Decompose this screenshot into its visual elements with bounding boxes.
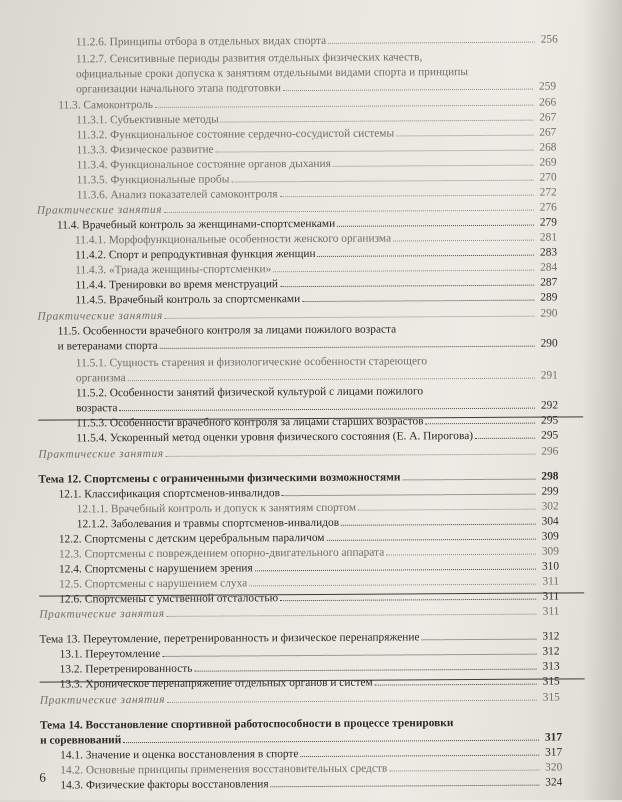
- toc-page-number: 292: [540, 399, 559, 412]
- toc-entry-line: [38, 444, 558, 461]
- toc-entry-title: [75, 277, 278, 292]
- toc-page-number: 296: [541, 445, 559, 458]
- dot-leader: [402, 479, 535, 481]
- toc-entry-text: Принципы отбора в отдельных видах спорта: [109, 34, 327, 49]
- toc-entry-text: Особенности врачебного контроля за лицами старших возрастов: [109, 415, 424, 430]
- toc-entry-title: [75, 247, 316, 262]
- toc-entry-text: Перетренированность: [85, 662, 193, 676]
- toc-entry-line: [75, 245, 557, 262]
- toc-entry-title: [59, 546, 384, 562]
- toc-entry-text: Врачебный контроль за женщинами-спортсменками: [82, 217, 336, 232]
- toc-entry-number: 11.5.: [57, 325, 80, 338]
- toc-entry-text: Спортсмены с нарушением зрения: [84, 562, 253, 576]
- toc-entry-text: и соревнований: [40, 734, 122, 747]
- toc-entry-title: [59, 576, 247, 591]
- toc-page-number: 256: [540, 33, 558, 46]
- toc-entry-text: Классификация спортсменов-инвалидов: [84, 487, 280, 501]
- dot-leader: [393, 240, 534, 242]
- toc-page-number: 290: [540, 337, 558, 350]
- toc-entry-text: Заболевания и травмы спортсменов-инвалидов: [110, 516, 340, 531]
- toc-page-number: 302: [541, 500, 559, 513]
- toc-entry-number: 12.1.: [58, 488, 82, 501]
- toc-page-number: 270: [539, 171, 557, 184]
- toc-entry-title: [37, 203, 162, 218]
- dot-leader: [164, 210, 534, 213]
- dot-leader: [155, 105, 533, 108]
- toc-page-number: 311: [542, 605, 560, 618]
- dot-leader: [318, 255, 535, 257]
- dot-leader: [386, 554, 536, 556]
- toc-entry-title: [60, 662, 193, 677]
- toc-entry-title: [38, 447, 163, 462]
- toc-entry-title: [59, 531, 325, 547]
- toc-entry-number: 11.4.4.: [75, 279, 107, 292]
- toc-entry-title: [37, 309, 162, 324]
- toc-entry-line: [76, 384, 423, 400]
- dot-leader: [302, 300, 534, 302]
- toc-entry-number: 11.3.5.: [76, 174, 108, 187]
- dot-leader: [475, 438, 535, 439]
- dot-leader: [273, 270, 534, 273]
- dot-leader: [231, 180, 533, 183]
- toc-page-number: 324: [545, 776, 563, 789]
- toc-page-number: 283: [539, 246, 558, 259]
- toc-entry-number: 11.3.1.: [76, 114, 108, 127]
- toc-entry-text: Переутомление: [85, 647, 161, 661]
- toc-entry-number: 11.4.5.: [75, 294, 107, 307]
- toc-entry-text: Хроническое перенапряжение отдельных органов и систем: [85, 676, 373, 691]
- dot-leader: [162, 654, 536, 657]
- toc-page-number: 269: [539, 156, 557, 169]
- toc-entry-text: Спортсмены с нарушением слуха: [84, 577, 248, 591]
- toc-topic-label: Тема 14.: [39, 719, 83, 732]
- toc-entry-title: [75, 292, 300, 307]
- toc-entry-text: Врачебный контроль за спортсменками: [109, 293, 301, 307]
- toc-entry-text: организации начального этапа подготовки: [76, 82, 281, 96]
- dot-leader: [337, 225, 534, 227]
- toc-page-number: 276: [539, 201, 557, 214]
- toc-entry-text: Сущность старения и физиологические особенности стареющего: [109, 355, 428, 370]
- toc-page-number: 267: [539, 111, 557, 124]
- toc-entry-text: Физическое развитие: [110, 143, 214, 157]
- toc-page-number: 289: [540, 291, 558, 304]
- toc-entry-title: [77, 187, 278, 202]
- toc-topic-label: Тема 13.: [39, 633, 81, 646]
- toc-entry-number: 14.2.: [60, 764, 84, 777]
- toc-entry-text: Особенности занятий физической культурой с лицами пожилого: [109, 385, 424, 400]
- toc-entry-number: 12.4.: [58, 563, 82, 576]
- toc-entry-line: [77, 155, 557, 172]
- toc-page-number: 315: [542, 691, 560, 704]
- dot-leader: [426, 423, 536, 425]
- toc-entry-text: Субъективные методы: [110, 113, 219, 127]
- dot-leader: [255, 569, 536, 572]
- toc-entry-title: [60, 747, 298, 762]
- dot-leader: [283, 89, 533, 92]
- toc-page-number: 281: [539, 231, 558, 244]
- toc-page-number: 290: [540, 307, 558, 320]
- toc-entry-number: 11.2.6.: [75, 36, 107, 49]
- toc-entry-line: [76, 354, 427, 370]
- toc-entry-number: 13.3.: [59, 678, 83, 691]
- toc-entry-number: 12.1.1.: [76, 503, 109, 516]
- toc-entry-number: 11.4.1.: [74, 234, 106, 247]
- toc-entry-title: [39, 630, 419, 646]
- dot-leader: [166, 454, 536, 457]
- toc-entry-title: [60, 676, 373, 692]
- toc-entry-title: [76, 126, 394, 142]
- toc-entry-number: 12.3.: [58, 548, 82, 561]
- toc-entry-number: 13.2.: [59, 663, 83, 676]
- toc-entry-line: [77, 185, 557, 202]
- toc-entry-title: [77, 157, 331, 173]
- toc-entry-text: Анализ показателей самоконтроля: [110, 188, 278, 202]
- toc-entry-number: 11.3.6.: [76, 189, 108, 202]
- toc-entry-line: [39, 604, 559, 621]
- toc-page-number: 279: [539, 216, 557, 229]
- page-number: 6: [39, 769, 46, 785]
- toc-entry-text: «Триада женщины-спортсменки»: [108, 263, 272, 277]
- toc-entry-title: [57, 217, 335, 233]
- toc-entry-line: [37, 306, 557, 323]
- toc-page-number: 304: [541, 515, 559, 528]
- toc-entry-number: 11.3.2.: [76, 129, 108, 142]
- toc-entry-title: [76, 113, 219, 128]
- toc-entry-text: официальные сроки допуска к занятиям отдельными видами спорта и принципы: [75, 66, 469, 81]
- dot-leader: [341, 524, 536, 526]
- toc-page-number: 317: [545, 746, 563, 759]
- toc-entry-text: Особенности врачебного контроля за лицами пожилого возраста: [82, 323, 397, 338]
- toc-entry-number: 11.5.3.: [76, 417, 108, 430]
- toc-entry-text: Практические занятия: [38, 447, 164, 461]
- toc-entry-text: Практические занятия: [37, 309, 163, 323]
- toc-page-number: 311: [542, 590, 560, 603]
- dot-leader: [301, 755, 540, 757]
- toc-entry-number: 14.1.: [60, 749, 83, 762]
- toc-page-number: 284: [540, 261, 558, 274]
- toc-entry-title: [76, 143, 213, 158]
- toc-entry-number: 11.2.7.: [75, 53, 107, 66]
- dot-leader: [271, 785, 540, 788]
- toc-entry-text: Практические занятия: [39, 693, 166, 707]
- dot-leader: [120, 408, 536, 412]
- toc-entry-text: Сенситивные периоды развития отдельных физических качеств,: [109, 51, 423, 66]
- toc-entry-text: Функциональное состояние органов дыхания: [110, 157, 331, 172]
- toc-entry-text: и ветеранами спорта: [57, 339, 158, 353]
- toc-entry-text: Спортсмены с умственной отсталостью: [84, 592, 279, 606]
- dot-leader: [280, 599, 536, 602]
- toc-page-number: 309: [541, 530, 559, 543]
- toc-page-number: 266: [539, 96, 557, 109]
- toc-entry-text: Ускоренный метод оценки уровня физического состояния (Е. А. Пирогова): [109, 430, 474, 445]
- toc-entry-title: [39, 607, 164, 622]
- toc-entry-line: [76, 140, 556, 157]
- toc-page-number: 267: [539, 126, 557, 139]
- toc-entry-line: [76, 32, 558, 49]
- dot-leader: [221, 120, 534, 123]
- toc-entry-line: [58, 322, 397, 338]
- dot-leader: [421, 639, 536, 641]
- toc-entry-text: Основные принципы применения восстановительных средств: [85, 762, 388, 777]
- dot-leader: [280, 195, 534, 198]
- toc-entry-number: 11.3.4.: [76, 159, 108, 172]
- toc-entry-text: Практические занятия: [39, 607, 165, 621]
- dot-leader: [327, 539, 536, 541]
- toc-entry-line: [40, 690, 560, 707]
- toc-entry-line: [60, 674, 560, 691]
- toc-topic-label: Тема 12.: [38, 473, 82, 486]
- toc-entry-number: 12.6.: [59, 593, 83, 606]
- toc-entry-line: [76, 65, 468, 81]
- dot-leader: [280, 285, 534, 288]
- toc-entry-line: [75, 290, 557, 307]
- toc-entry-title: [75, 232, 391, 248]
- dot-leader: [167, 614, 537, 617]
- toc-entry-line: [76, 110, 556, 127]
- toc-page-number: 295: [540, 414, 559, 427]
- toc-entry-text: Самоконтроль: [83, 98, 153, 112]
- toc-entry-line: [40, 716, 454, 733]
- toc-entry-title: [75, 262, 271, 277]
- toc-entry-title: [76, 429, 473, 445]
- toc-page-number: 291: [540, 369, 558, 382]
- toc-entry-line: [75, 230, 557, 247]
- dot-leader: [389, 770, 539, 772]
- toc-entry-text: Спорт и репродуктивная функция женщин: [108, 247, 316, 262]
- toc-entry-title: [60, 647, 161, 662]
- dot-leader: [333, 165, 534, 167]
- toc-entry-text: Спортсмены с детским церебральным параличом: [84, 531, 325, 546]
- toc-entry-line: [58, 336, 558, 353]
- toc-entry-text: организма: [75, 372, 126, 385]
- dot-leader: [282, 494, 536, 497]
- toc-page-number: 320: [545, 761, 563, 774]
- toc-entry-line: [77, 514, 559, 531]
- toc-page-number: 287: [540, 276, 558, 289]
- toc-entry-text: Физические факторы восстановления: [85, 778, 269, 792]
- toc-entry-title: [59, 486, 280, 501]
- dot-leader: [216, 150, 534, 153]
- toc-page-number: 298: [541, 470, 559, 483]
- toc-entry-text: Функциональные пробы: [110, 173, 230, 187]
- toc-entry-text: Восстановление спортивной работоспособности в процессе тренировки: [85, 717, 454, 732]
- dot-leader: [328, 42, 535, 44]
- toc-entry-text: Спортсмены с повреждением опорно-двигательного аппарата: [84, 546, 385, 561]
- dot-leader: [128, 378, 535, 381]
- toc-entry-number: 11.3.3.: [76, 144, 108, 157]
- toc-entry: [0, 0, 620, 49]
- toc-page-number: 317: [544, 731, 563, 744]
- dot-leader: [194, 669, 536, 672]
- toc-entry-title: [77, 501, 356, 517]
- toc-entry-title: [60, 777, 268, 792]
- toc-entry-number: 11.3.: [58, 99, 81, 112]
- toc-page-number: 299: [541, 485, 559, 498]
- toc-entry-number: 11.5.1.: [75, 357, 107, 370]
- toc-entry-text: Переутомление, перетренированность и физическое перенапряжение: [83, 631, 420, 646]
- toc-page-number: 315: [542, 675, 560, 688]
- toc-entry-number: 11.5.4.: [76, 432, 108, 445]
- toc-entry-text: Морфофункциональные особенности женского организма: [108, 232, 392, 247]
- toc-entry-text: Спортсмены с ограниченными физическими возможностями: [83, 471, 401, 486]
- dot-leader: [167, 700, 537, 703]
- toc-entry-line: [76, 398, 558, 415]
- dot-leader: [123, 740, 539, 744]
- toc-entry-text: Практические занятия: [36, 203, 163, 217]
- toc-entry-number: 12.1.2.: [76, 518, 109, 531]
- toc-page-number: 313: [542, 660, 560, 673]
- toc-page-number: 312: [542, 645, 560, 658]
- toc-entry-line: [75, 260, 557, 277]
- toc-entry-line: [75, 275, 557, 292]
- toc-page-number: 310: [541, 560, 560, 573]
- dot-leader: [375, 684, 537, 686]
- toc-entry-number: 11.5.2.: [75, 387, 107, 400]
- toc-entry-title: [38, 470, 400, 486]
- toc-entry-title: [76, 34, 326, 50]
- toc-entry-line: [60, 775, 562, 792]
- dot-leader: [396, 135, 533, 137]
- toc-entry-title: [60, 762, 387, 778]
- toc-entry-number: 11.4.3.: [75, 264, 107, 277]
- toc-entry-line: [76, 50, 423, 66]
- toc-page-number: 311: [542, 575, 560, 588]
- toc-entry-text: возраста: [76, 402, 118, 415]
- toc-entry-number: 12.5.: [59, 578, 82, 591]
- toc-entry-line: [76, 125, 556, 142]
- toc-entry-number: 14.3.: [60, 779, 84, 792]
- toc-entry-number: 12.2.: [58, 533, 82, 546]
- toc-page-number: 272: [539, 186, 557, 199]
- toc-entry-title: [77, 172, 230, 187]
- toc-entry-line: [77, 499, 559, 516]
- toc-entry-line: [77, 170, 557, 187]
- toc-entry-text: Значение и оценка восстановления в спорте: [85, 748, 299, 762]
- toc-entry-title: [77, 516, 339, 532]
- toc-entry-title: [40, 693, 165, 708]
- toc-page-number: 259: [538, 80, 557, 93]
- dot-leader: [249, 584, 536, 587]
- toc-page-number: 268: [539, 141, 557, 154]
- toc-entry-title: [58, 98, 153, 113]
- toc-entry-line: [76, 428, 558, 445]
- dot-leader: [165, 316, 535, 319]
- toc-entry-line: [76, 368, 558, 385]
- toc-page-number: 309: [541, 545, 559, 558]
- toc-page-number: 312: [542, 630, 560, 643]
- toc-entry-line: [76, 79, 556, 96]
- toc-entry-number: 11.4.: [56, 219, 80, 232]
- dot-leader: [160, 346, 535, 349]
- toc-entry-title: [59, 561, 253, 576]
- toc-entry-number: 11.4.2.: [75, 249, 107, 262]
- toc-entry-number: 13.1.: [59, 648, 83, 661]
- toc-page-number: 295: [541, 429, 559, 442]
- dot-leader: [358, 509, 536, 511]
- toc-entry-text: Функциональное состояние сердечно-сосудистой системы: [110, 127, 395, 142]
- toc-entry-text: Врачебный контроль и допуск к занятиям спортом: [110, 501, 357, 516]
- toc-entry-text: Тренировки во время менструаций: [109, 278, 279, 292]
